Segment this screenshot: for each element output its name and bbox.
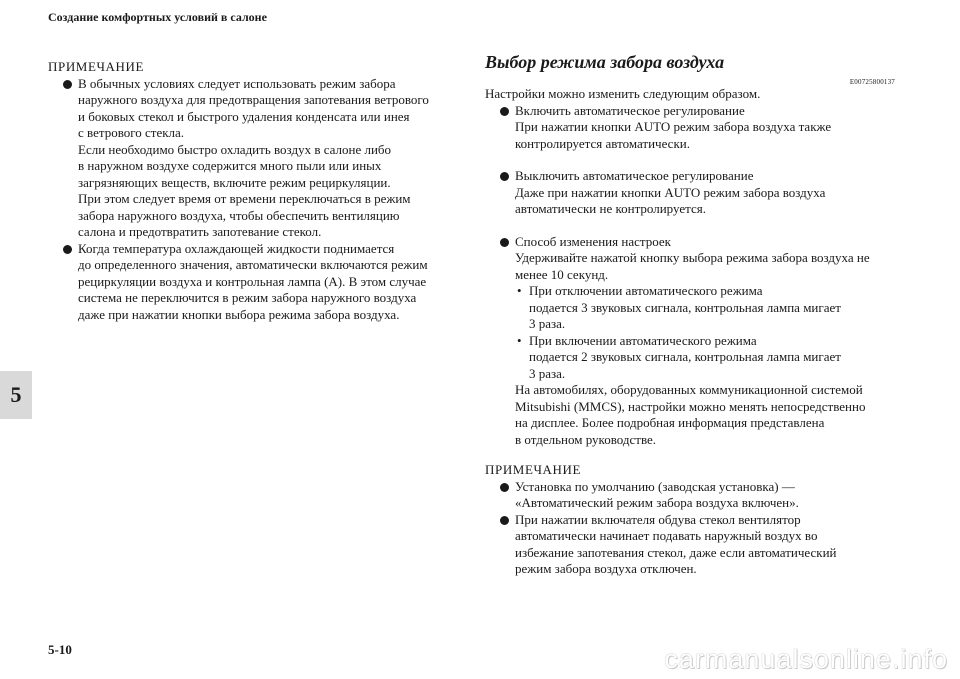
text-line: салона и предотвратить запотевание стекол.: [78, 224, 322, 239]
text-line: 3 раза.: [529, 365, 566, 381]
text-line: наружного воздуха для предотвращения запотевания ветрового: [78, 92, 429, 107]
text-line: забора наружного воздуха, чтобы обеспечить вентиляцию: [78, 207, 400, 223]
sub-bullet-mark: •: [517, 332, 522, 348]
text-line: подается 3 звуковых сигнала, контрольная лампа мигает: [529, 299, 841, 315]
text-line: На автомобилях, оборудованных коммуникационной системой: [515, 382, 863, 397]
chapter-number: 5: [10, 382, 22, 407]
text-line: Установка по умолчанию (заводская установка) —: [515, 478, 795, 494]
sub-bullet-mark: •: [517, 283, 522, 298]
settings-item-title: Выключить автоматическое регулирование: [515, 168, 754, 183]
text-line: Когда температура охлаждающей жидкости поднимается: [78, 240, 395, 256]
note-bullet: [48, 241, 458, 324]
bullet-dot-icon: [500, 238, 509, 247]
settings-item: [485, 103, 905, 153]
sub-bullet: [485, 283, 905, 333]
left-column: [48, 59, 458, 323]
note-heading: ПРИМЕЧАНИЕ: [48, 59, 145, 74]
settings-item: [485, 168, 905, 218]
bullet-dot-icon: [63, 80, 72, 89]
text-line: контролируется автоматически.: [515, 135, 690, 151]
text-line: в наружном воздухе содержится много пыли или иных: [78, 158, 382, 173]
text-line: Даже при нажатии кнопки AUTO режим забора воздуха: [515, 184, 826, 200]
right-column: [485, 54, 905, 578]
text-line: подается 2 звуковых сигнала, контрольная лампа мигает: [529, 349, 841, 364]
section-code: E00725800137: [849, 78, 895, 86]
watermark: carmanualsonline.info: [664, 644, 948, 674]
text-line: В обычных условиях следует использовать режим забора: [78, 75, 396, 91]
text-line: автоматически начинает подавать наружный воздух во: [515, 528, 818, 543]
note-bullet: [485, 479, 905, 512]
bullet-dot-icon: [63, 245, 72, 254]
text-line: автоматически не контролируется.: [515, 201, 706, 216]
text-line: При нажатии кнопки AUTO режим забора воздуха также: [515, 119, 832, 134]
text-line: При включении автоматического режима: [529, 332, 757, 348]
text-line: даже при нажатии кнопки выбора режима забора воздуха.: [78, 306, 400, 322]
text-line: с ветрового стекла.: [78, 125, 185, 140]
text-line: Если необходимо быстро охладить воздух в салоне либо: [78, 141, 392, 157]
text-line: При этом следует время от времени переключаться в режим: [78, 191, 411, 206]
text-line: загрязняющих веществ, включите режим рециркуляции.: [78, 174, 391, 190]
intro-text: Настройки можно изменить следующим образом.: [485, 86, 761, 101]
text-line: режим забора воздуха отключен.: [515, 561, 697, 576]
text-line: При нажатии включателя обдува стекол вентилятор: [515, 511, 801, 527]
note-heading: ПРИМЕЧАНИЕ: [485, 462, 582, 477]
text-line: до определенного значения, автоматически включаются режим: [78, 257, 428, 272]
section-title: Выбор режима забора воздуха: [485, 52, 725, 72]
sub-bullet: [485, 333, 905, 383]
settings-item-title: Включить автоматическое регулирование: [515, 102, 745, 118]
text-line: Удерживайте нажатой кнопку выбора режима забора воздуха не: [515, 250, 870, 265]
text-line: рециркуляции воздуха и контрольная лампа (A). В этом случае: [78, 273, 427, 289]
section-title-row: [485, 52, 905, 86]
text-line: 3 раза.: [529, 316, 566, 331]
text-line: Mitsubishi (MMCS), настройки можно менять непосредственно: [515, 398, 866, 414]
text-line: и боковых стекол и быстрого удаления конденсата или инея: [78, 108, 410, 124]
text-line: в отдельном руководстве.: [515, 431, 657, 447]
text-line: избежание запотевания стекол, даже если автоматический: [515, 544, 837, 560]
note-bullet: [485, 512, 905, 578]
settings-item: [485, 234, 905, 284]
note-bullet: [48, 76, 458, 241]
bullet-dot-icon: [500, 483, 509, 492]
mmcs-paragraph: [485, 382, 905, 448]
text-line: менее 10 секунд.: [515, 266, 609, 282]
page-number: 5-10: [48, 642, 72, 657]
chapter-tab: [0, 371, 32, 419]
bullet-dot-icon: [500, 516, 509, 525]
text-line: При отключении автоматического режима: [529, 283, 763, 298]
text-line: на дисплее. Более подробная информация представлена: [515, 415, 825, 430]
settings-item-title: Способ изменения настроек: [515, 233, 671, 249]
page-header-title: Создание комфортных условий в салоне: [48, 10, 267, 24]
bullet-dot-icon: [500, 172, 509, 181]
bullet-dot-icon: [500, 107, 509, 116]
text-line: «Автоматический режим забора воздуха включен».: [515, 495, 799, 510]
text-line: система не переключится в режим забора наружного воздуха: [78, 290, 417, 305]
